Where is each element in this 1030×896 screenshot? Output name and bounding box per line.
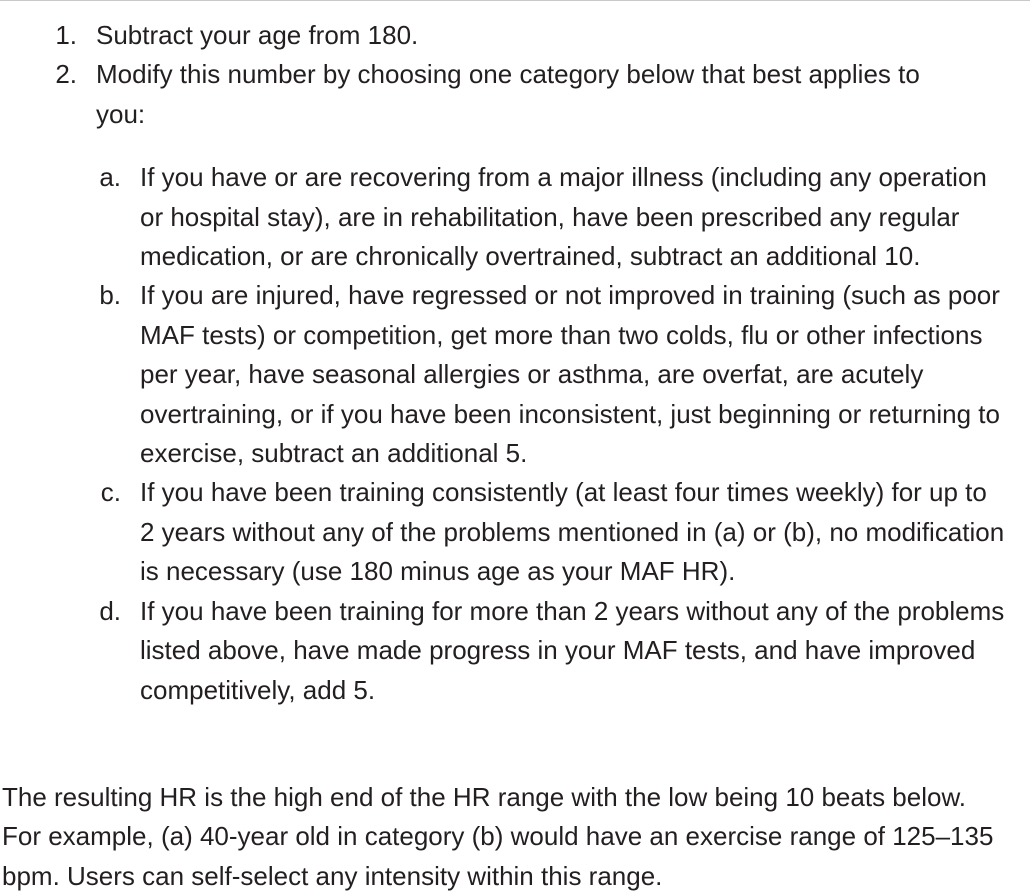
step-text: Modify this number by choosing one category below that best applies to you: [96, 59, 920, 129]
category-item-b [0, 276, 1030, 473]
category-item-c [0, 473, 1030, 591]
maf-hr-instructions [0, 16, 1030, 710]
category-letter: a. [99, 162, 121, 193]
category-item-a [0, 158, 1030, 276]
category-item-d [0, 592, 1030, 710]
top-divider [0, 0, 1030, 1]
step-text: Subtract your age from 180. [96, 20, 419, 50]
category-text: If you have been training for more than 2 years without any of the problems listed above, have made progress in your MAF tests, and have improved competitively, add 5. [140, 595, 1005, 705]
category-text: If you have or are recovering from a major illness (including any operation or hospital stay), are in rehabilitation, have been prescribed any regular medication, or are chronically overtrained, subtract an additional 10. [140, 162, 987, 272]
category-letter: b. [99, 280, 121, 311]
step-number: 1. [55, 20, 77, 50]
category-letter: d. [99, 595, 121, 626]
step-item [0, 55, 1030, 134]
step-number: 2. [55, 59, 77, 90]
category-letter: c. [100, 477, 121, 508]
summary-paragraph: The resulting HR is the high end of the HR range with the low being 10 beats below. For example, (a) 40-year old in category (b) would have an exercise range of 125–135 bpm. Users can self-select any intensity within this range. [2, 782, 994, 891]
step-item [0, 16, 1030, 55]
category-text: If you have been training consistently (at least four times weekly) for up to 2 years without any of the problems mentioned in (a) or (b), no modification is necessary (use 180 minus age as your MAF HR). [140, 477, 1005, 587]
category-text: If you are injured, have regressed or not improved in training (such as poor MAF tests) or competition, get more than two colds, flu or other infections per year, have seasonal allergies or asthma, are overfat, are acutely overtraining, or if you have been inconsistent, just beginning or returning to exercise, subtract an additional 5. [140, 280, 1000, 469]
